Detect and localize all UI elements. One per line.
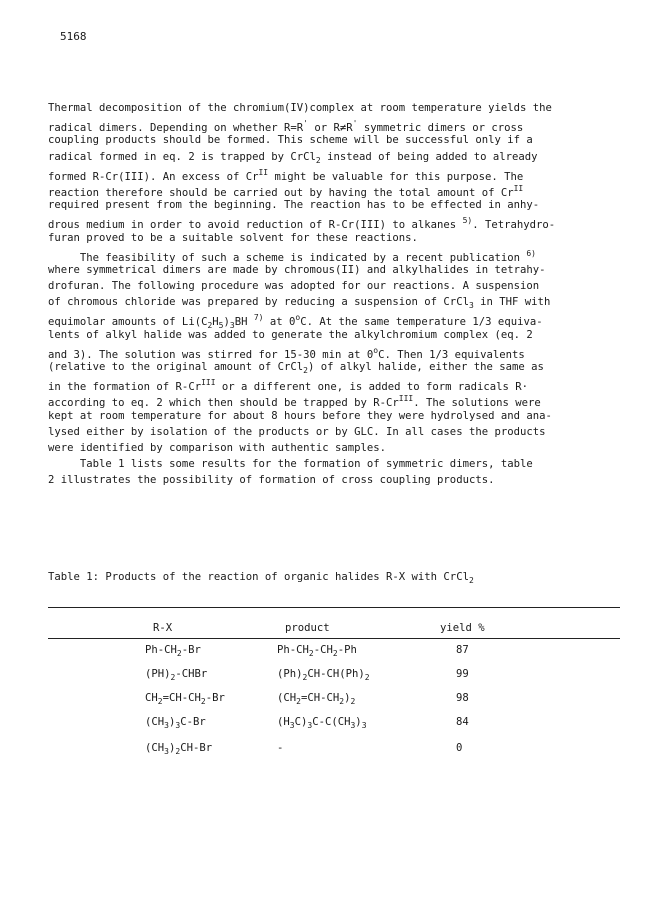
text-line: required present from the beginning. The reaction has to be effected in anhy- — [48, 199, 540, 212]
table-row — [0, 742, 672, 766]
text-line: kept at room temperature for about 8 hours before they were hydrolysed and ana- — [48, 409, 552, 422]
table-row — [0, 716, 672, 740]
text-line: coupling products should be formed. This scheme will be successful only if a — [48, 134, 533, 147]
cell-rx: $(PH)_2$-CHBr — [145, 668, 208, 682]
cell-yield: 87 — [456, 644, 469, 656]
text-line: equimolar amounts of $Li(C_2H_5)_3BH$ $^{7)}$ at 0$^o$C. At the same temperature 1/3 equiva- — [48, 313, 543, 331]
text-line: The feasibility of such a scheme is indicated by a recent publication $^{6)}$ — [48, 248, 536, 264]
text-line: radical formed in eq. 2 is trapped by CrCl$_2$ instead of being added to already — [48, 150, 538, 165]
header-rx: R-X — [153, 622, 173, 634]
table-header-rule — [48, 638, 620, 639]
table-caption: Table 1: Products of the reaction of organic halides R-X with CrCl$_2$ — [48, 571, 474, 585]
body-text — [48, 100, 622, 489]
text-line: lents of alkyl halide was added to generate the alkylchromium complex (eq. 2 — [48, 328, 533, 341]
text-line: formed R-Cr(III). An excess of $Cr^{II}$ might be valuable for this purpose. The — [48, 167, 524, 183]
cell-product: $(Ph)_2CH-CH(Ph)_2$ — [277, 668, 370, 682]
cell-product: - — [277, 742, 284, 754]
text-line: Table 1 lists some results for the formation of symmetric dimers, table — [48, 458, 533, 471]
table-row — [0, 692, 672, 716]
text-line: in the formation of $R-Cr^{III}$ or a different one, is added to form radicals R· — [48, 378, 529, 394]
page-number: 5168 — [60, 30, 87, 43]
text-line: 2 illustrates the possibility of formation of cross coupling products. — [48, 474, 495, 487]
text-line: were identified by comparison with authentic samples. — [48, 441, 387, 454]
header-yield: yield % — [440, 622, 485, 634]
cell-yield: 84 — [456, 716, 469, 728]
cell-rx: $(CH_3)_3C-Br$ — [145, 716, 206, 730]
text-line: of chromous chloride was prepared by reducing a suspension of CrCl$_3$ in THF with — [48, 296, 551, 311]
cell-product: $Ph-CH_2-CH_2-Ph$ — [277, 644, 357, 658]
cell-yield: 0 — [456, 742, 463, 754]
text-line: where symmetrical dimers are made by chromous(II) and alkylhalides in tetrahy- — [48, 263, 546, 276]
text-line: according to eq. 2 which then should be trapped by $R-Cr^{III}$. The solutions were — [48, 394, 541, 410]
text-line: radical dimers. Depending on whether R=R' or R≠R' symmetric dimers or cross — [48, 119, 524, 135]
table-top-rule — [48, 607, 620, 608]
header-product: product — [285, 622, 330, 634]
text-line: and 3). The solution was stirred for 15-30 min at 0$^o$C. Then 1/3 equivalents — [48, 345, 525, 361]
cell-rx: $(CH_3)_2CH-Br$ — [145, 742, 213, 756]
text-line: reaction therefore should be carried out by having the total amount of $Cr^{II}$ — [48, 183, 524, 199]
cell-yield: 98 — [456, 692, 469, 704]
table-row — [0, 644, 672, 668]
cell-rx: $Ph-CH_2-Br$ — [145, 644, 201, 658]
cell-yield: 99 — [456, 668, 469, 680]
cell-rx: $CH_2=CH-CH_2-Br$ — [145, 692, 225, 706]
text-line: drous medium in order to avoid reduction of R-Cr(III) to alkanes $^{5)}$. Tetrahydro- — [48, 216, 556, 232]
cell-product: $(CH_2=CH-CH_2)_2$ — [277, 692, 356, 706]
text-line: furan proved to be a suitable solvent for these reactions. — [48, 231, 418, 244]
cell-product: $(H_3C)_3C-C(CH_3)_3$ — [277, 716, 367, 730]
text-line: (relative to the original amount of CrCl$_2$) of alkyl halide, either the same as — [48, 361, 544, 375]
table-row — [0, 668, 672, 692]
text-line: drofuran. The following procedure was adopted for our reactions. A suspension — [48, 280, 540, 293]
text-line: lysed either by isolation of the products or by GLC. In all cases the products — [48, 425, 546, 438]
text-line: Thermal decomposition of the chromium(IV)complex at room temperature yields the — [48, 102, 552, 114]
